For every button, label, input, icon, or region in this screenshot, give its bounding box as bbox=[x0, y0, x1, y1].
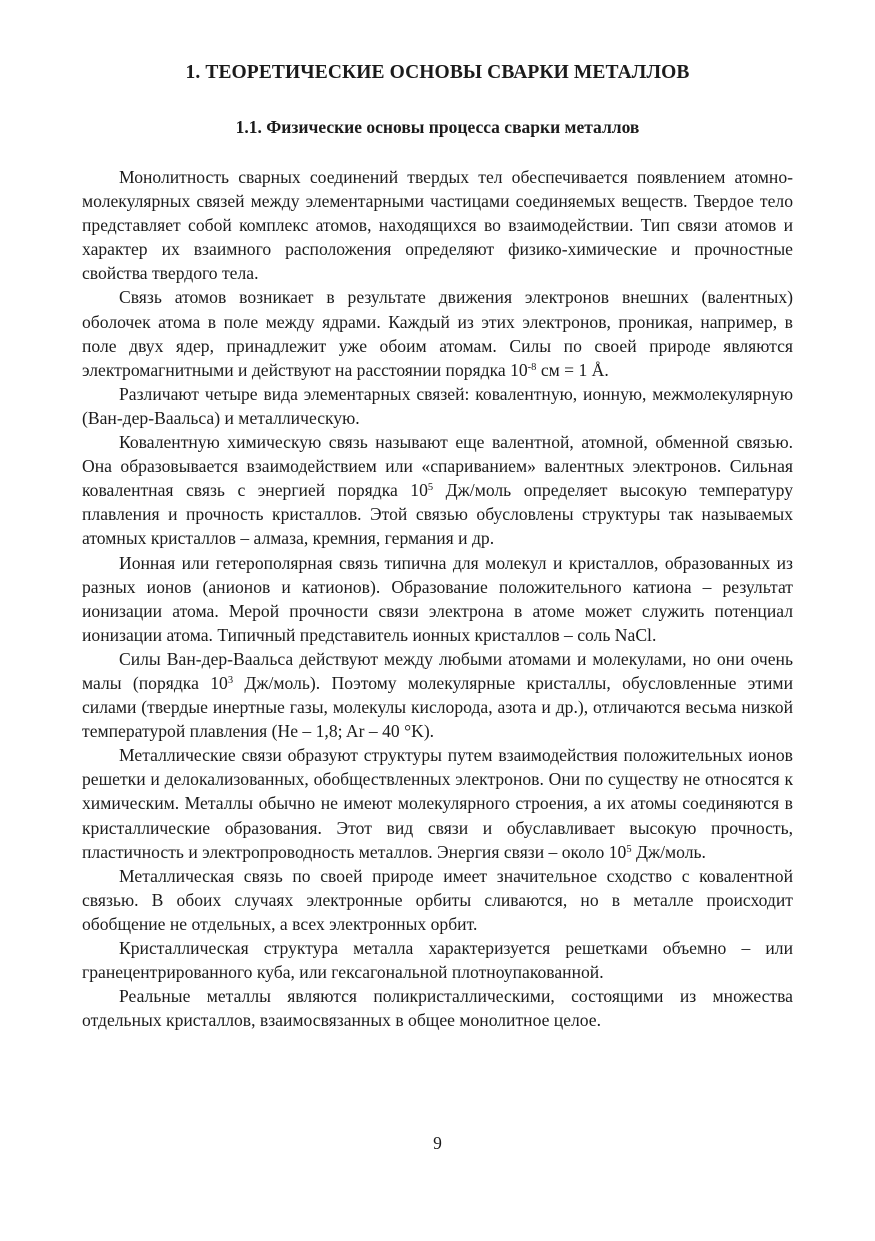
paragraph bbox=[82, 382, 793, 430]
text-run: Ионная или гетерополярная связь типична для молекул и кристаллов, образованных из разных ионов (анионов и катионов). Образование положительного катиона – результат ионизации атома. Мерой прочности связи электрона в атоме может служить потенциал ионизации атома. Типичный представитель ионных кристаллов – соль NaCl. bbox=[82, 552, 793, 645]
text-run: Дж/моль). Поэтому молекулярные кристаллы, обусловленные этими силами (твердые инертные газы, молекулы кислорода, азота и др.), отличаются весьма низкой температурой плавления (He – 1,8; Ar – 40 °K). bbox=[82, 672, 793, 742]
paragraph bbox=[82, 984, 793, 1032]
body-text bbox=[82, 165, 793, 1032]
paragraph bbox=[82, 165, 793, 285]
paragraph bbox=[82, 430, 793, 550]
text-run: Реальные металлы являются поликристаллическими, состоящими из множества отдельных кристаллов, взаимосвязанных в общее монолитное целое. bbox=[82, 986, 793, 1031]
document-page bbox=[82, 60, 793, 1032]
paragraph bbox=[82, 936, 793, 984]
text-run: Связь атомов возникает в результате движения электронов внешних (валентных) оболочек атома в поле между ядрами. Каждый из этих электронов, проникая, например, в поле двух ядер, принадлежит уже обоим атомам. Силы по своей природе являются электромагнитными и действуют на расстоянии порядка 10 bbox=[82, 287, 793, 380]
superscript-exponent: -8 bbox=[527, 361, 537, 373]
section-title: 1.1. Физические основы процесса сварки металлов bbox=[235, 117, 640, 137]
text-run: Монолитность сварных соединений твердых тел обеспечивается появлением атомно-молекулярных связей между элементарными частицами соединяемых веществ. Твердое тело представляет собой комплекс атомов, находящихся во взаимодействии. Тип связи атомов и характер их взаимного расположения определяют физико-химические и прочностные свойства твердого тела. bbox=[82, 167, 793, 284]
paragraph bbox=[82, 743, 793, 863]
text-run: Различают четыре вида элементарных связей: ковалентную, ионную, межмолекулярную (Ван-дер-Ваальса) и металлическую. bbox=[82, 383, 793, 428]
paragraph bbox=[82, 864, 793, 936]
superscript-exponent: 5 bbox=[626, 843, 632, 855]
text-run: Дж/моль. bbox=[631, 841, 706, 862]
text-run: Кристаллическая структура металла характеризуется решетками объемно – или гранецентрированного куба, или гексагональной плотноупакованной. bbox=[82, 938, 793, 983]
superscript-exponent: 3 bbox=[227, 675, 234, 687]
chapter-title: 1. ТЕОРЕТИЧЕСКИЕ ОСНОВЫ СВАРКИ МЕТАЛЛОВ bbox=[185, 62, 690, 83]
superscript-exponent: 5 bbox=[427, 482, 434, 494]
text-run: Ковалентную химическую связь называют еще валентной, атомной, обменной связью. Она образовывается взаимодействием или «спариванием» валентных электронов. Сильная ковалентная связь с энергией порядка 10 bbox=[82, 432, 793, 501]
paragraph bbox=[82, 647, 793, 743]
page-number: 9 bbox=[433, 1133, 442, 1153]
paragraph bbox=[82, 285, 793, 381]
paragraph bbox=[82, 551, 793, 647]
text-run: Металлические связи образуют структуры путем взаимодействия положительных ионов решетки и делокализованных, обобществленных электронов. Они по существу не относятся к химическим. Металлы обычно не имеют молекулярного строения, а их атомы соединяются в кристаллические образования. Этот вид связи и обуславливает высокую прочность, пластичность и электропроводность металлов. Энергия связи – около 10 bbox=[82, 745, 793, 862]
text-run: Силы Ван-дер-Ваальса действуют между любыми атомами и молекулами, но они очень малы (порядка 10 bbox=[82, 648, 793, 693]
text-run: см = 1 Å. bbox=[536, 359, 609, 380]
text-run: Дж/моль определяет высокую температуру плавления и прочность кристаллов. Этой связью обусловлены структуры так называемых атомных кристаллов – алмаза, кремния, германия и др. bbox=[82, 480, 793, 549]
text-run: Металлическая связь по своей природе имеет значительное сходство с ковалентной связью. В обоих случаях электронные орбиты сливаются, но в металле происходит обобщение не отдельных, а всех электронных орбит. bbox=[82, 865, 793, 934]
